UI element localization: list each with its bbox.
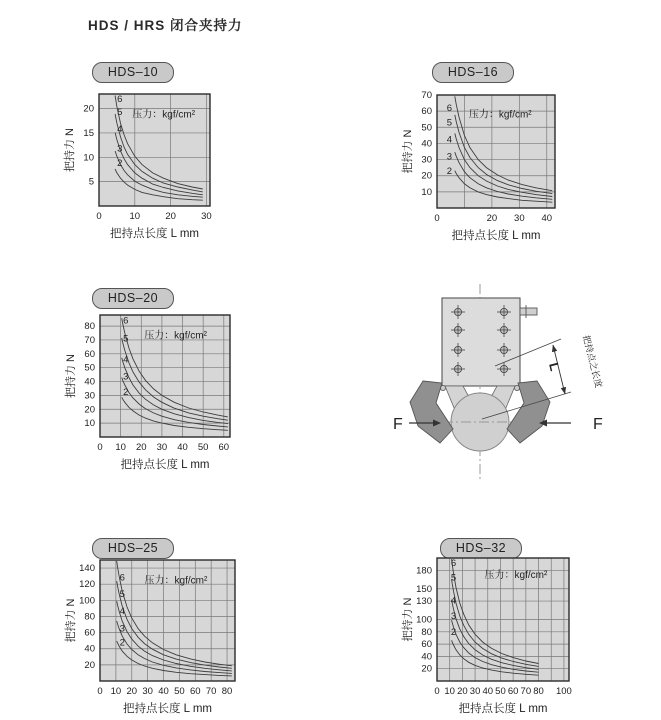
svg-text:20: 20 [421, 663, 432, 675]
chart-plot-hds-16 [399, 87, 573, 244]
svg-text:2: 2 [119, 637, 125, 649]
svg-text:4: 4 [123, 354, 129, 366]
svg-text:50: 50 [197, 442, 209, 453]
svg-text:80: 80 [84, 611, 95, 623]
svg-text:6: 6 [123, 315, 129, 327]
svg-text:30: 30 [514, 213, 525, 224]
svg-text:4: 4 [450, 595, 457, 607]
svg-text:5: 5 [119, 588, 125, 600]
svg-text:0: 0 [434, 686, 440, 697]
y-axis-label: 把持力 N [402, 597, 414, 642]
svg-text:20: 20 [126, 686, 138, 697]
dimension-label: L [546, 361, 563, 373]
legend-pressure: 压力：kgf/cm² [144, 330, 207, 342]
svg-text:60: 60 [421, 106, 432, 118]
side-bolt [520, 308, 537, 315]
svg-text:5: 5 [446, 117, 452, 129]
svg-text:6: 6 [450, 557, 457, 569]
svg-text:150: 150 [416, 583, 432, 595]
svg-text:50: 50 [495, 686, 506, 697]
svg-text:20: 20 [486, 213, 498, 224]
y-axis-label: 把持力 N [65, 598, 77, 643]
svg-text:3: 3 [119, 623, 125, 635]
svg-text:2: 2 [117, 158, 123, 170]
svg-text:20: 20 [84, 404, 95, 416]
svg-text:15: 15 [83, 127, 94, 139]
svg-text:5: 5 [88, 176, 94, 188]
svg-text:0: 0 [434, 213, 440, 224]
svg-text:30: 30 [421, 154, 432, 166]
svg-text:80: 80 [221, 686, 233, 697]
svg-text:70: 70 [520, 686, 532, 697]
svg-text:100: 100 [555, 686, 572, 697]
svg-text:5: 5 [117, 107, 123, 119]
svg-text:4: 4 [117, 124, 123, 136]
svg-text:3: 3 [446, 151, 452, 163]
svg-text:140: 140 [79, 563, 95, 575]
svg-text:70: 70 [84, 334, 95, 346]
svg-text:130: 130 [416, 596, 432, 608]
svg-text:40: 40 [482, 686, 494, 697]
svg-text:6: 6 [119, 572, 125, 584]
x-axis-label: 把持点长度 L mm [458, 703, 548, 715]
chart-hds-32 [399, 538, 599, 720]
chart-plot-hds-10 [61, 86, 228, 242]
svg-text:50: 50 [421, 122, 432, 134]
x-tick-labels [97, 442, 229, 453]
y-axis-label: 把持力 N [64, 128, 76, 172]
svg-text:4: 4 [119, 605, 125, 617]
y-tick-labels [416, 565, 432, 674]
svg-text:80: 80 [421, 626, 432, 638]
page-title: HDS / HRS 闭合夹持力 [88, 18, 243, 33]
svg-text:3: 3 [450, 610, 457, 622]
svg-text:20: 20 [84, 659, 95, 671]
svg-text:10: 10 [110, 686, 122, 697]
legend-pressure: 压力：kgf/cm² [468, 109, 532, 121]
svg-text:0: 0 [97, 442, 103, 453]
x-tick-labels [434, 213, 552, 224]
y-tick-labels [84, 321, 95, 429]
svg-text:0: 0 [97, 686, 103, 697]
svg-text:6: 6 [117, 93, 123, 105]
svg-text:3: 3 [123, 371, 129, 383]
svg-text:20: 20 [135, 442, 147, 453]
y-tick-labels [79, 563, 95, 671]
svg-text:60: 60 [507, 686, 519, 697]
svg-text:30: 30 [142, 686, 153, 697]
svg-text:50: 50 [84, 362, 95, 374]
svg-text:30: 30 [84, 390, 95, 402]
svg-text:60: 60 [84, 627, 95, 639]
svg-text:10: 10 [84, 418, 95, 430]
chart-hds-20 [62, 288, 252, 478]
svg-text:2: 2 [446, 165, 452, 177]
x-axis-label: 把持点长度 L mm [109, 228, 200, 240]
svg-text:4: 4 [446, 134, 452, 146]
svg-text:40: 40 [421, 138, 432, 150]
chart-hds-10 [61, 62, 231, 248]
svg-text:0: 0 [96, 211, 102, 222]
model-badge-hds-25: HDS–25 [92, 538, 174, 559]
chart-hds-16 [399, 62, 579, 248]
svg-text:30: 30 [156, 442, 168, 453]
svg-text:10: 10 [421, 186, 432, 198]
model-badge-hds-32: HDS–32 [440, 538, 522, 559]
svg-text:40: 40 [421, 651, 432, 663]
svg-text:6: 6 [446, 102, 452, 114]
svg-text:30: 30 [201, 211, 212, 222]
svg-text:40: 40 [541, 213, 553, 224]
svg-text:40: 40 [84, 643, 95, 655]
svg-text:60: 60 [218, 442, 230, 453]
gripper-body [442, 298, 520, 386]
y-tick-labels [83, 104, 94, 188]
svg-text:10: 10 [115, 442, 126, 453]
dimension-text: 把持点之长度 [581, 334, 604, 389]
svg-text:20: 20 [421, 170, 432, 182]
chart-plot-hds-25 [62, 552, 253, 717]
svg-text:20: 20 [83, 103, 94, 115]
model-badge-hds-20: HDS–20 [92, 288, 174, 309]
svg-text:60: 60 [421, 639, 432, 651]
svg-text:80: 80 [533, 686, 544, 697]
svg-text:70: 70 [205, 686, 217, 697]
force-label-right: F [593, 416, 603, 433]
x-tick-labels [97, 686, 232, 697]
svg-text:40: 40 [84, 376, 95, 388]
svg-text:40: 40 [177, 442, 188, 453]
svg-text:80: 80 [84, 321, 95, 333]
svg-text:120: 120 [79, 579, 95, 591]
svg-text:60: 60 [190, 686, 201, 697]
chart-plot-hds-20 [62, 307, 248, 473]
x-axis-label: 把持点长度 L mm [451, 230, 541, 242]
x-axis-label: 把持点长度 L mm [120, 459, 210, 471]
svg-text:40: 40 [158, 686, 169, 697]
y-axis-label: 把持力 N [65, 354, 77, 398]
model-badge-hds-10: HDS–10 [92, 62, 174, 83]
svg-text:180: 180 [416, 565, 432, 577]
model-badge-hds-16: HDS–16 [432, 62, 514, 83]
force-label-left: F [393, 416, 403, 433]
svg-text:50: 50 [174, 686, 185, 697]
svg-text:100: 100 [79, 595, 95, 607]
svg-text:5: 5 [450, 572, 457, 584]
legend-pressure: 压力：kgf/cm² [132, 109, 196, 121]
svg-text:20: 20 [457, 686, 468, 697]
y-axis-label: 把持力 N [402, 129, 414, 174]
svg-text:2: 2 [450, 626, 457, 638]
gripper-diagram [385, 282, 620, 482]
gripper-diagram-svg [385, 282, 620, 482]
x-axis-label: 把持点长度 L mm [122, 703, 213, 715]
svg-text:5: 5 [123, 333, 129, 345]
chart-plot-hds-32 [399, 550, 593, 717]
y-tick-labels [421, 90, 432, 198]
svg-text:2: 2 [123, 386, 129, 398]
legend-pressure: 压力：kgf/cm² [144, 575, 208, 587]
svg-text:100: 100 [416, 614, 432, 626]
svg-text:60: 60 [84, 348, 95, 360]
chart-hds-25 [62, 538, 257, 720]
x-tick-labels [96, 211, 211, 222]
legend-pressure: 压力：kgf/cm² [484, 570, 548, 582]
svg-text:10: 10 [444, 686, 455, 697]
x-tick-labels [434, 686, 572, 697]
svg-text:3: 3 [117, 143, 123, 155]
svg-text:30: 30 [469, 686, 481, 697]
svg-text:10: 10 [83, 152, 94, 164]
svg-text:10: 10 [129, 211, 141, 222]
svg-text:20: 20 [165, 211, 176, 222]
svg-text:70: 70 [421, 90, 432, 101]
